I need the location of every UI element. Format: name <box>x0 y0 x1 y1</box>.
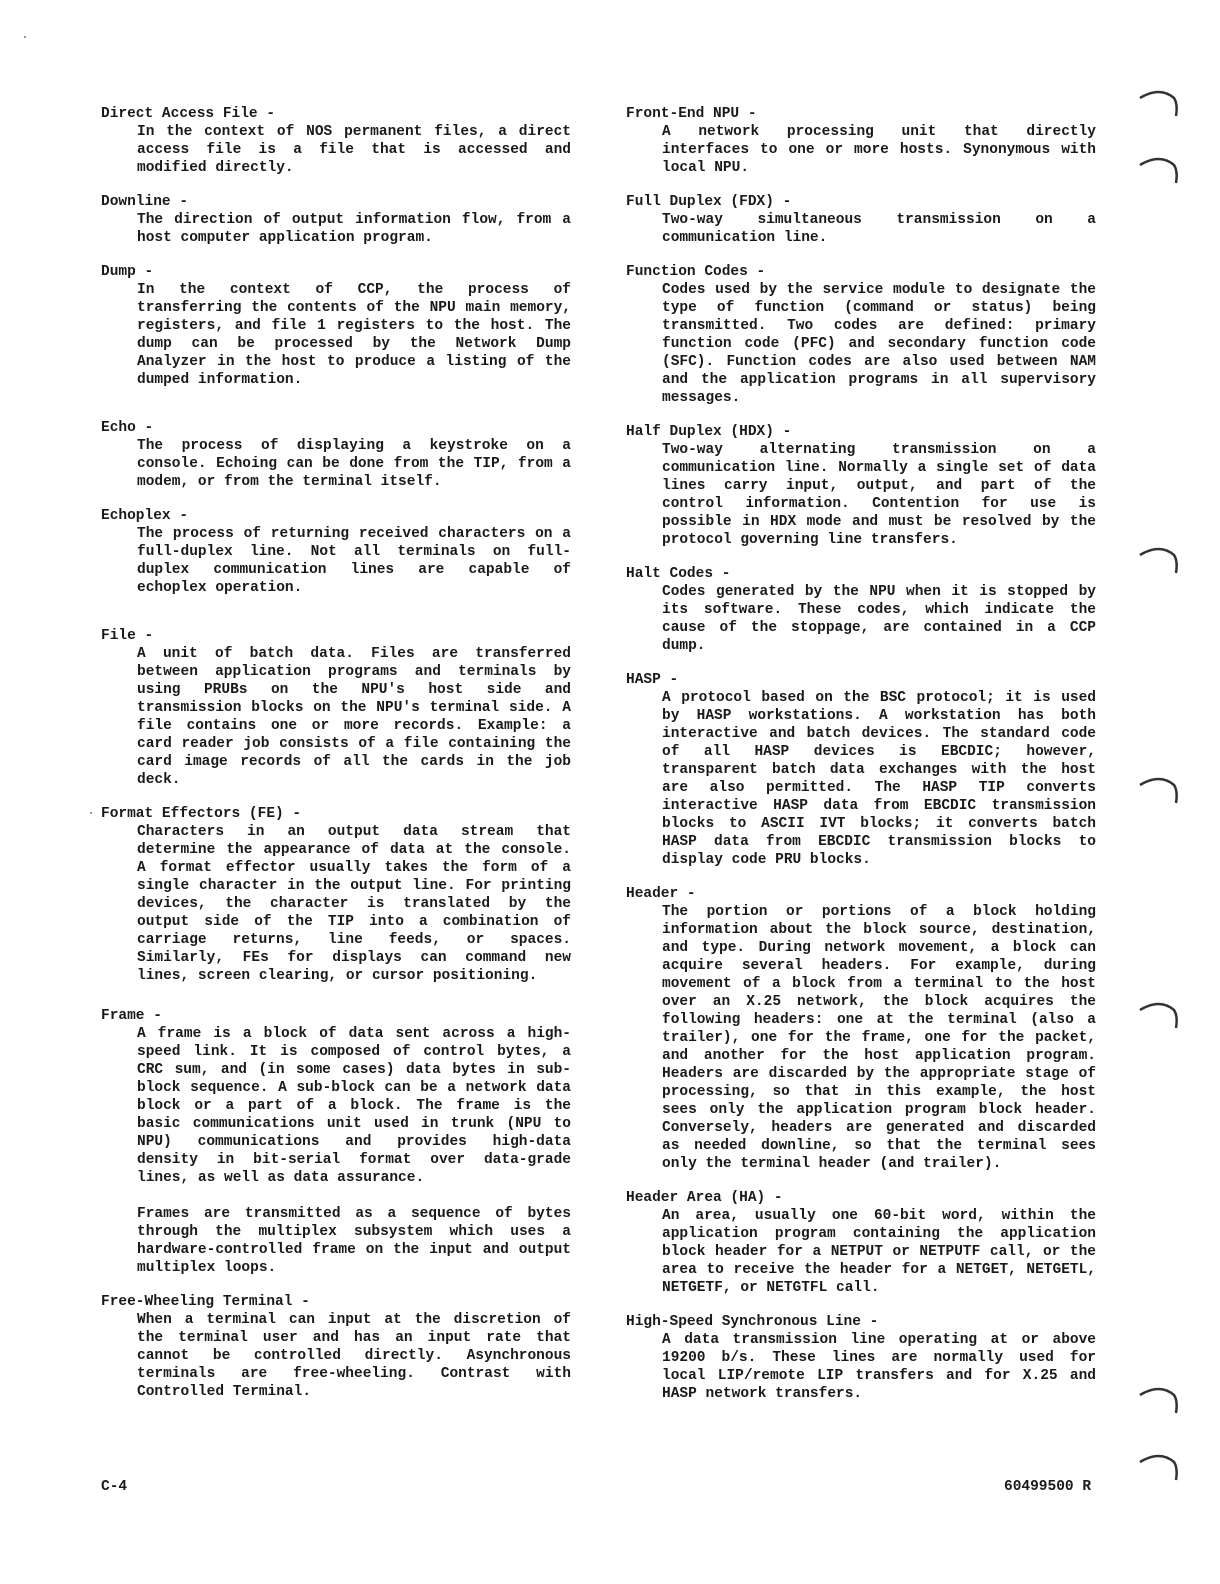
glossary-entry-front-end-npu <box>626 105 1096 177</box>
entry-term: Full Duplex (FDX) - <box>626 194 792 210</box>
entry-definition-continued: Frames are transmitted as a sequence of bytes through the multiplex subsystem which uses a hardware-controlled frame on the input and output multiplex loops. <box>137 1206 571 1276</box>
entry-definition: Two-way alternating transmission on a communication line. Normally a single set of data lines carry input, output, and part of the control information. Contention for use is possible in HDX mode and must be resolved by the protocol governing line transfers. <box>662 442 1096 548</box>
glossary-entry-echo <box>101 419 571 491</box>
glossary-entry-function-codes <box>626 263 1096 407</box>
entry-definition: A frame is a block of data sent across a high-speed link. It is composed of control bytes, a CRC sum, and (in some cases) data bytes in sub-block sequence. A sub-block can be a network data block or a part of a block. The frame is the basic communications unit used in trunk (NPU to NPU) communications and provides high-data density in bit-serial format over data-grade lines, as well as data assurance. <box>137 1026 571 1186</box>
glossary-entry-free-wheeling-terminal <box>101 1293 571 1401</box>
entry-term: Echoplex - <box>101 508 189 524</box>
entry-term: HASP - <box>626 672 679 688</box>
entry-definition: Two-way simultaneous transmission on a communication line. <box>662 212 1096 246</box>
entry-term: Downline - <box>101 194 189 210</box>
entry-term: Free-Wheeling Terminal - <box>101 1294 310 1310</box>
entry-term: Halt Codes - <box>626 566 731 582</box>
entry-term: File - <box>101 628 154 644</box>
binder-hole-mark-icon <box>1138 88 1180 118</box>
entry-definition: A unit of batch data. Files are transferred between application programs and terminals by using PRUBs on the NPU's host side and transmission blocks on the NPU's terminal side. A file contains one or more records. Example: a card reader job consists of a file containing the card image records of all the cards in the job deck. <box>137 646 571 788</box>
entry-term: Front-End NPU - <box>626 106 757 122</box>
entry-definition: Characters in an output data stream that determine the appearance of data at the console. A format effector usually takes the form of a single character in the output line. For printing devices, the character is translated by the output side of the TIP into a combination of carriage returns, line feeds, or spaces. Similarly, FEs for displays can command new lines, screen clearing, or cursor positioning. <box>137 824 571 984</box>
entry-definition: Codes generated by the NPU when it is stopped by its software. These codes, which indicate the cause of the stoppage, are contained in a CCP dump. <box>662 584 1096 654</box>
entry-definition: Codes used by the service module to designate the type of function (command or status) being transmitted. Two codes are defined: primary function code (PFC) and secondary function code (SFC). Function codes are also used between NAM and the application programs in all supervisory messages. <box>662 282 1096 406</box>
glossary-entry-dump <box>101 263 571 389</box>
entry-definition: A network processing unit that directly interfaces to one or more hosts. Synonymous with local NPU. <box>662 124 1096 176</box>
glossary-entry-frame <box>101 1007 571 1277</box>
glossary-entry-hasp <box>626 671 1096 869</box>
glossary-entry-half-duplex <box>626 423 1096 549</box>
glossary-entry-header <box>626 885 1096 1173</box>
entry-term: Header Area (HA) - <box>626 1190 783 1206</box>
entry-definition: In the context of CCP, the process of transferring the contents of the NPU main memory, registers, and file 1 registers to the host. The dump can be processed by the Network Dump Analyzer in the host to produce a listing of the dumped information. <box>137 282 571 388</box>
glossary-entry-header-area <box>626 1189 1096 1297</box>
entry-term: Frame - <box>101 1008 162 1024</box>
glossary-entry-format-effectors <box>101 805 571 985</box>
entry-definition: When a terminal can input at the discretion of the terminal user and has an input rate that cannot be controlled directly. Asynchronous terminals are free-wheeling. Contrast with Controlled Terminal. <box>137 1312 571 1400</box>
glossary-entry-halt-codes <box>626 565 1096 655</box>
entry-term: Echo - <box>101 420 154 436</box>
binder-hole-mark-icon <box>1138 155 1180 185</box>
document-number: 60499500 R <box>1004 1479 1092 1495</box>
entry-definition: The direction of output information flow, from a host computer application program. <box>137 212 571 246</box>
left-column <box>101 105 571 1401</box>
entry-term: Dump - <box>101 264 154 280</box>
glossary-entry-full-duplex <box>626 193 1096 247</box>
entry-definition: In the context of NOS permanent files, a direct access file is a file that is accessed and modified directly. <box>137 124 571 176</box>
entry-term: High-Speed Synchronous Line - <box>626 1314 879 1330</box>
entry-term: Function Codes - <box>626 264 766 280</box>
entry-definition: The process of displaying a keystroke on a console. Echoing can be done from the TIP, from a modem, or from the terminal itself. <box>137 438 571 490</box>
page-number: C-4 <box>101 1479 128 1495</box>
right-column <box>626 105 1096 1403</box>
glossary-entry-file <box>101 627 571 789</box>
entry-term: Header - <box>626 886 696 902</box>
binder-hole-mark-icon <box>1138 775 1180 805</box>
entry-term: Format Effectors (FE) - <box>101 806 302 822</box>
binder-hole-mark-icon <box>1138 1452 1180 1482</box>
entry-term: Half Duplex (HDX) - <box>626 424 792 440</box>
entry-definition: An area, usually one 60-bit word, within the application program containing the application block header for a NETPUT or NETPUTF call, or the area to receive the header for a NETGET, NETGETL, NETGETF, or NETGTFL call. <box>662 1208 1096 1296</box>
binder-hole-mark-icon <box>1138 545 1180 575</box>
scan-speck <box>90 812 92 814</box>
entry-term: Direct Access File - <box>101 106 276 122</box>
scan-speck <box>24 36 26 38</box>
glossary-entry-echoplex <box>101 507 571 597</box>
entry-definition: A protocol based on the BSC protocol; it is used by HASP workstations. A workstation has both interactive and batch devices. The standard code of all HASP devices is EBCDIC; however, transparent batch data exchanges with the host are also permitted. The HASP TIP converts interactive HASP data from EBCDIC transmission blocks to ASCII IVT blocks; it converts batch HASP data from EBCDIC transmission blocks to display code PRU blocks. <box>662 690 1096 868</box>
binder-hole-mark-icon <box>1138 1000 1180 1030</box>
entry-definition: The process of returning received characters on a full-duplex line. Not all terminals on full-duplex communication lines are capable of echoplex operation. <box>137 526 571 596</box>
glossary-entry-downline <box>101 193 571 247</box>
binder-hole-mark-icon <box>1138 1385 1180 1415</box>
glossary-entry-high-speed-synchronous-line <box>626 1313 1096 1403</box>
entry-definition: A data transmission line operating at or above 19200 b/s. These lines are normally used for local LIP/remote LIP transfers and for X.25 and HASP network transfers. <box>662 1332 1096 1402</box>
entry-definition: The portion or portions of a block holding information about the block source, destination, and type. During network movement, a block can acquire several headers. For example, during movement of a block from a terminal to the host over an X.25 network, the block acquires the following headers: one at the terminal (also a trailer), one for the frame, one for the packet, and another for the host application program. Headers are discarded by the appropriate stage of processing, so that in this example, the host sees only the application program block header. Conversely, headers are generated and discarded as needed downline, so that the terminal sees only the terminal header (and trailer). <box>662 904 1096 1172</box>
glossary-entry-direct-access-file <box>101 105 571 177</box>
